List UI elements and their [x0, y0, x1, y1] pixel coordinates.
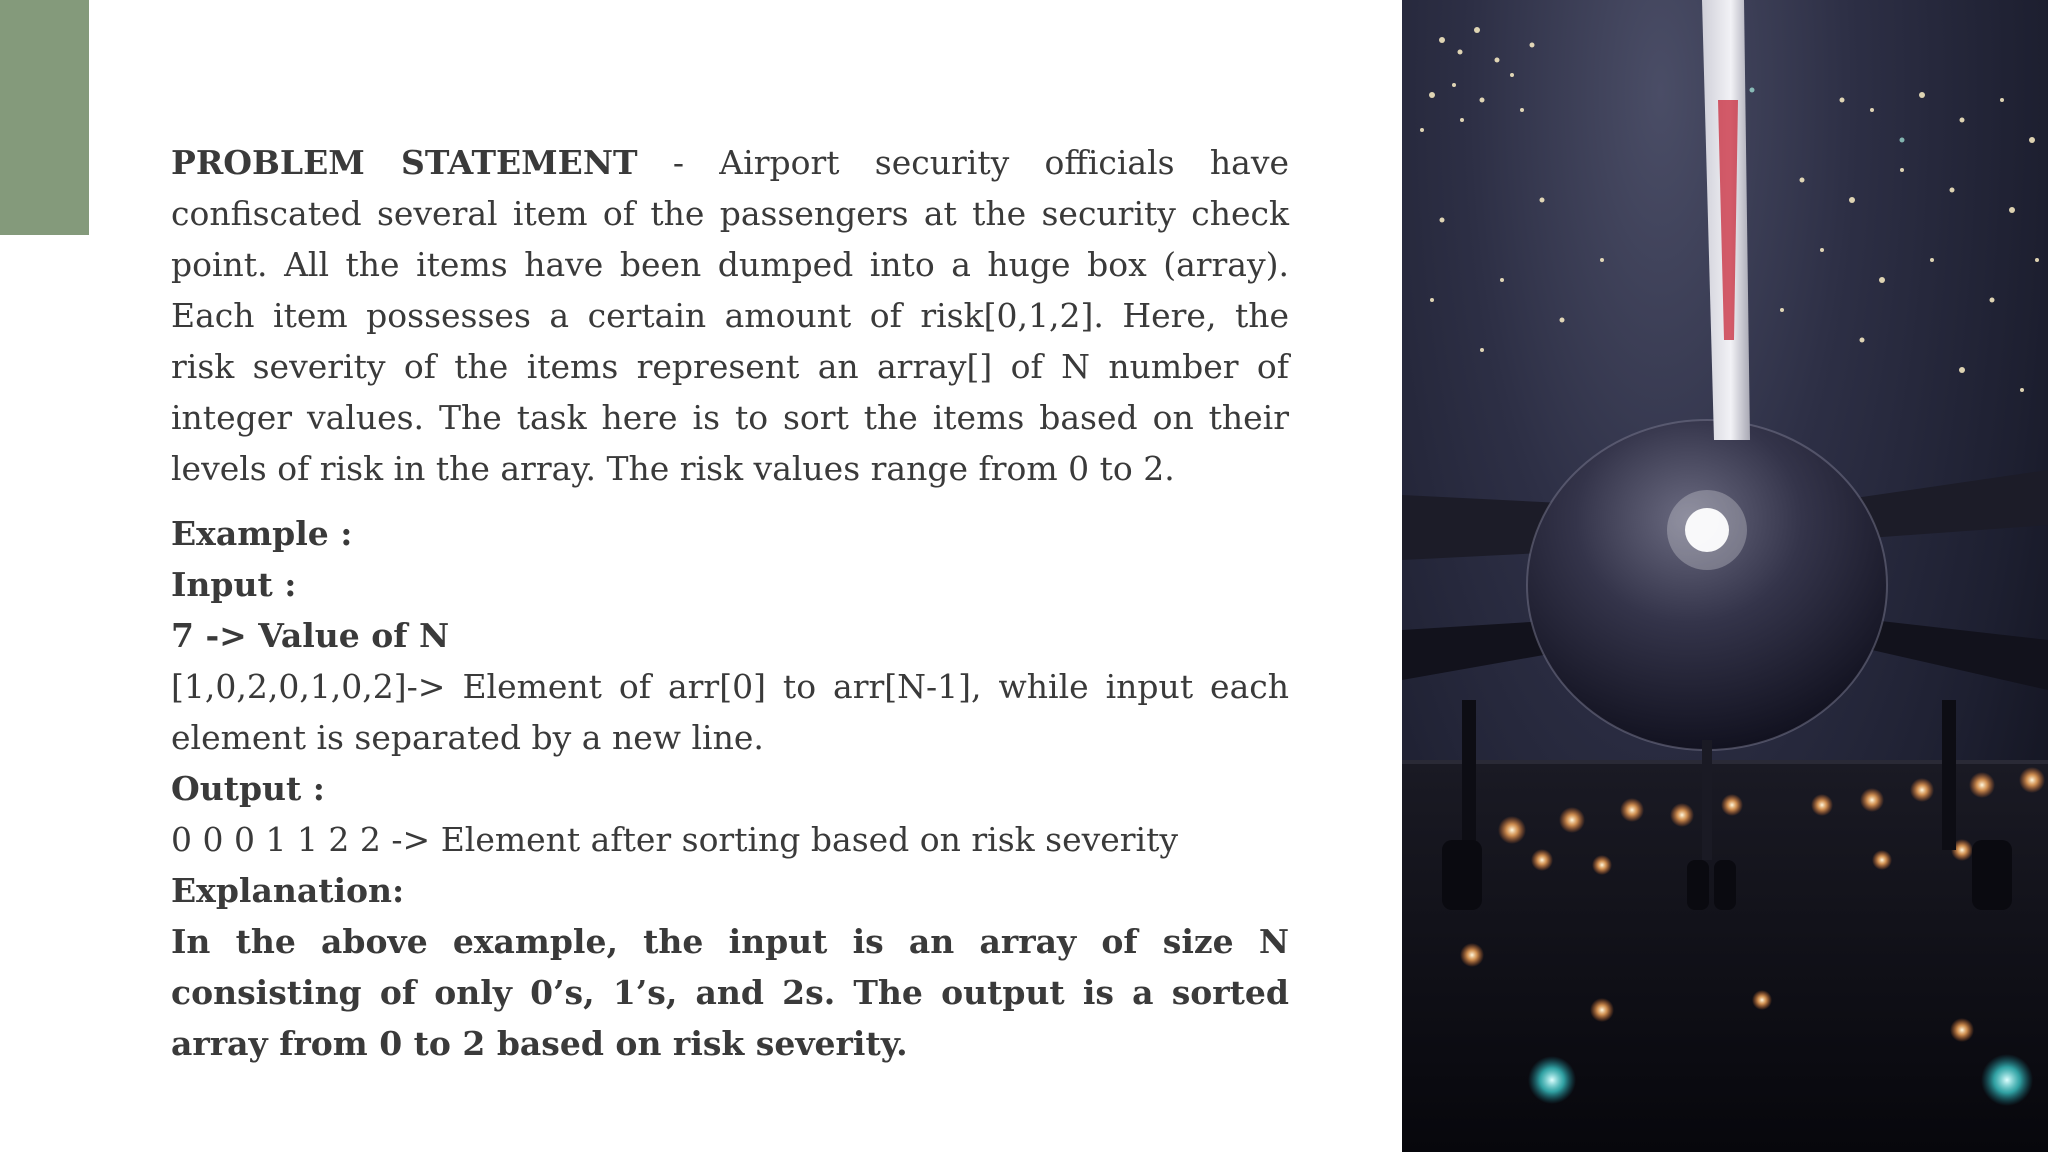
- input-label: Input :: [171, 565, 297, 604]
- problem-text: - Airport security officials have confiscated several item of the passengers at the security check point. All the items have been dumped into a huge box (array). Each item possesses a certain amount of risk[0,1,2]. Here, the risk severity of the items represent an array[] of N number of integer values. The task here is to sort the items based on their levels of risk in the array. The risk values range from 0 to 2.: [171, 143, 1289, 488]
- slide-content: [171, 137, 1289, 1069]
- example-label: Example :: [171, 514, 353, 553]
- accent-bar: [0, 0, 89, 235]
- output-line: 0 0 0 1 1 2 2 -> Element after sorting based on risk severity: [171, 820, 1178, 859]
- explanation-text: In the above example, the input is an array of size N consisting of only 0’s, 1’s, and 2s. The output is a sorted array from 0 to 2 based on risk severity.: [171, 922, 1289, 1063]
- airplane-night-photo: [1402, 0, 2048, 1152]
- explanation-label: Explanation:: [171, 871, 405, 910]
- input-array-line: [1,0,2,0,1,0,2]-> Element of arr[0] to arr[N-1], while input each element is separated by a new line.: [171, 667, 1289, 757]
- problem-statement: [171, 137, 1289, 494]
- input-n-line: 7 -> Value of N: [171, 616, 450, 655]
- output-label: Output :: [171, 769, 325, 808]
- problem-heading: PROBLEM STATEMENT: [171, 143, 638, 182]
